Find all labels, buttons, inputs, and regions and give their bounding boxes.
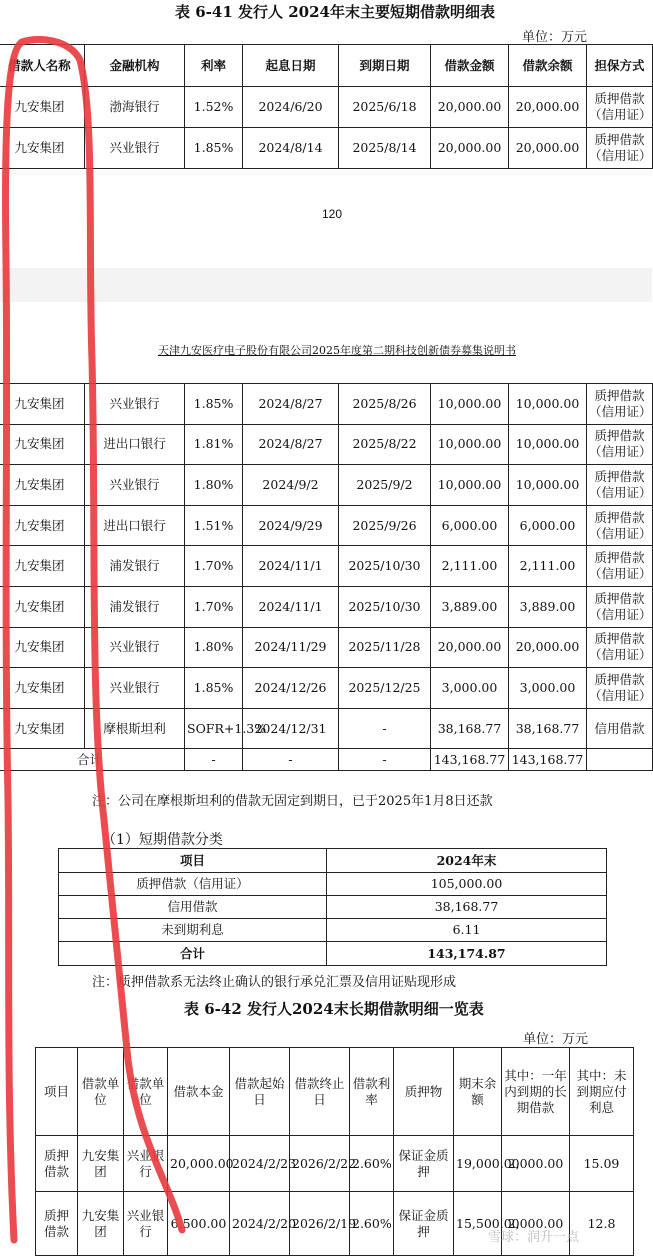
- table-row: [36, 1192, 634, 1256]
- cell: 6,500.00: [168, 1192, 230, 1256]
- cell: 信用借款: [59, 896, 327, 919]
- classification-table: [58, 848, 607, 966]
- cell: 2025/12/25: [339, 668, 431, 709]
- cell: 38,168.77: [509, 708, 587, 749]
- cell: 2.60%: [350, 1136, 394, 1192]
- header-cell: 项目: [59, 849, 327, 873]
- header-cell: 金融机构: [85, 45, 185, 87]
- cell: 兴业银行: [85, 128, 185, 169]
- cell: 1.85%: [185, 128, 243, 169]
- header-cell: 其中：未到期应付利息: [570, 1048, 634, 1136]
- cell: 3,889.00: [431, 586, 509, 627]
- cell: 3,000.00: [509, 668, 587, 709]
- cell: 1.85%: [185, 384, 243, 425]
- cell: 1.85%: [185, 668, 243, 709]
- cell: 质押借款（信用证）: [587, 87, 653, 128]
- cell: 19,000.00: [454, 1136, 502, 1192]
- cell: 2,000.00: [502, 1136, 570, 1192]
- table-row: [0, 87, 653, 128]
- cell: 20,000.00: [431, 87, 509, 128]
- table-row: [0, 586, 653, 627]
- cell: 2.60%: [350, 1192, 394, 1256]
- cell: 10,000.00: [509, 384, 587, 425]
- cell: 兴业银行: [124, 1192, 168, 1256]
- cell: 143,168.77: [431, 749, 509, 771]
- cell: 20,000.00: [431, 627, 509, 668]
- cell: 2,111.00: [509, 546, 587, 587]
- cell: 20,000.00: [509, 87, 587, 128]
- table-641-unit: 单位：万元: [522, 30, 588, 45]
- table-641-bottom: [0, 383, 653, 771]
- table-642-unit: 单位：万元: [523, 1032, 589, 1047]
- cell: 质押借款（信用证）: [587, 465, 653, 506]
- header-cell: 利率: [185, 45, 243, 87]
- cell: 九安集团: [0, 586, 85, 627]
- page-gap: [0, 170, 652, 176]
- cell: 38,168.77: [431, 708, 509, 749]
- cell: 10,000.00: [431, 465, 509, 506]
- cell: 2025/10/30: [339, 546, 431, 587]
- cell: [587, 749, 653, 771]
- cell: 2024/9/29: [243, 505, 339, 546]
- header-cell: 其中：一年内到期的长期借款: [502, 1048, 570, 1136]
- cell: 摩根斯坦利: [85, 708, 185, 749]
- table-641-title: 表 6-41 发行人 2024年末主要短期借款明细表: [175, 3, 495, 21]
- cell: 2025/8/22: [339, 424, 431, 465]
- cell: SOFR+1.3%: [185, 708, 243, 749]
- cell: -: [339, 708, 431, 749]
- cell: 1.80%: [185, 627, 243, 668]
- cell: 2025/9/2: [339, 465, 431, 506]
- cell: 兴业银行: [85, 668, 185, 709]
- header-cell: 借款起始日: [230, 1048, 290, 1136]
- cell: 质押借款（信用证）: [587, 586, 653, 627]
- watermark: 雪球：润升一点: [488, 1230, 580, 1245]
- cell: 6.11: [327, 919, 607, 942]
- cell: 2024/11/1: [243, 586, 339, 627]
- cell: 1.70%: [185, 586, 243, 627]
- cell: 质押借款（信用证）: [587, 668, 653, 709]
- header-cell: 期末余额: [454, 1048, 502, 1136]
- cell: 九安集团: [0, 708, 85, 749]
- cell: 信用借款: [587, 708, 653, 749]
- table-641-note: 注：公司在摩根斯坦利的借款无固定到期日，已于2025年1月8日还款: [92, 794, 493, 809]
- table-row: [0, 424, 653, 465]
- cell: 1.80%: [185, 465, 243, 506]
- header-cell: 起息日期: [243, 45, 339, 87]
- cell: 质押借款（信用证）: [59, 873, 327, 896]
- cell: 105,000.00: [327, 873, 607, 896]
- table-row: [0, 505, 653, 546]
- cell: 进出口银行: [85, 505, 185, 546]
- header-cell: 质押物: [394, 1048, 454, 1136]
- table-642-header-row: [36, 1048, 634, 1136]
- page-number: 120: [322, 207, 343, 221]
- cell: 20,000.00: [431, 128, 509, 169]
- table-total-row: [0, 749, 653, 771]
- cell: 九安集团: [0, 465, 85, 506]
- header-cell: 借款金额: [431, 45, 509, 87]
- cell: 2024/2/20: [230, 1192, 290, 1256]
- cell: 质押借款（信用证）: [587, 546, 653, 587]
- cell: 浦发银行: [85, 586, 185, 627]
- cell: 1.51%: [185, 505, 243, 546]
- cell: 12.8: [570, 1192, 634, 1256]
- cell: 质押借款: [36, 1192, 78, 1256]
- table-642: [35, 1047, 634, 1256]
- table-total-row: [59, 942, 607, 966]
- cell: 九安集团: [0, 505, 85, 546]
- cell: 2025/8/26: [339, 384, 431, 425]
- table-row: [0, 384, 653, 425]
- header-cell: 借款终止日: [290, 1048, 350, 1136]
- cell: 38,168.77: [327, 896, 607, 919]
- cell: 质押借款（信用证）: [587, 424, 653, 465]
- cell: 质押借款: [36, 1136, 78, 1192]
- cell: 6,000.00: [431, 505, 509, 546]
- cell: -: [339, 749, 431, 771]
- cell: 九安集团: [0, 384, 85, 425]
- header-cell: 到期日期: [339, 45, 431, 87]
- cell: 20,000.00: [509, 627, 587, 668]
- cell: 兴业银行: [85, 465, 185, 506]
- cell: 浦发银行: [85, 546, 185, 587]
- cell: 2024/8/27: [243, 384, 339, 425]
- table-row: [59, 873, 607, 896]
- table-row: [0, 708, 653, 749]
- cell: 2024/9/2: [243, 465, 339, 506]
- cell: 未到期利息: [59, 919, 327, 942]
- header-cell: 借款人名称: [0, 45, 85, 87]
- cell: 2026/2/19: [290, 1192, 350, 1256]
- cell: 保证金质押: [394, 1192, 454, 1256]
- header-cell: 借款利率: [350, 1048, 394, 1136]
- table-641-header-row: [0, 45, 653, 87]
- header-cell: 借款单位: [124, 1048, 168, 1136]
- cell: 九安集团: [0, 627, 85, 668]
- cell: 质押借款（信用证）: [587, 384, 653, 425]
- table-row: [0, 128, 653, 169]
- header-cell: 2024年末: [327, 849, 607, 873]
- cell: 2024/11/1: [243, 546, 339, 587]
- cell: 1.52%: [185, 87, 243, 128]
- cell: 2025/8/14: [339, 128, 431, 169]
- table-row: [0, 627, 653, 668]
- cell: 九安集团: [0, 546, 85, 587]
- cell: 渤海银行: [85, 87, 185, 128]
- cell: 九安集团: [78, 1136, 124, 1192]
- table-row: [0, 546, 653, 587]
- cell: 九安集团: [0, 128, 85, 169]
- cell: 2026/2/22: [290, 1136, 350, 1192]
- table-row: [59, 919, 607, 942]
- cell: 合计: [0, 749, 185, 771]
- cell: 质押借款（信用证）: [587, 627, 653, 668]
- cell: 2024/12/31: [243, 708, 339, 749]
- cell: 20,000.00: [168, 1136, 230, 1192]
- cell: 九安集团: [0, 87, 85, 128]
- cell: 143,168.77: [509, 749, 587, 771]
- cell: 15,500.00: [454, 1192, 502, 1256]
- cell: 兴业银行: [85, 627, 185, 668]
- cell: 20,000.00: [509, 128, 587, 169]
- table-642-title: 表 6-42 发行人2024末长期借款明细一览表: [184, 1000, 484, 1018]
- cell: 2024/2/23: [230, 1136, 290, 1192]
- cell: 进出口银行: [85, 424, 185, 465]
- cell: 2024/8/14: [243, 128, 339, 169]
- cell: 九安集团: [0, 668, 85, 709]
- cell: 1.70%: [185, 546, 243, 587]
- cell: 10,000.00: [509, 465, 587, 506]
- table-row: [0, 465, 653, 506]
- table-row: [0, 668, 653, 709]
- cell: 2024/11/29: [243, 627, 339, 668]
- page-gap: [0, 268, 652, 302]
- cell: 15.09: [570, 1136, 634, 1192]
- cell: 2025/10/30: [339, 586, 431, 627]
- cell: -: [185, 749, 243, 771]
- cell: 九安集团: [78, 1192, 124, 1256]
- document-header: 天津九安医疗电子股份有限公司2025年度第二期科技创新债券募集说明书: [158, 344, 516, 357]
- cell: 2025/9/26: [339, 505, 431, 546]
- header-cell: 借款本金: [168, 1048, 230, 1136]
- table-641-top: [0, 44, 653, 169]
- cell: 2,111.00: [431, 546, 509, 587]
- cell: 143,174.87: [327, 942, 607, 966]
- cell: 2024/12/26: [243, 668, 339, 709]
- table-row: [59, 896, 607, 919]
- cell: 1.81%: [185, 424, 243, 465]
- cell: 10,000.00: [509, 424, 587, 465]
- header-cell: 担保方式: [587, 45, 653, 87]
- cell: -: [243, 749, 339, 771]
- cell: 质押借款（信用证）: [587, 505, 653, 546]
- classification-heading: （1）短期借款分类: [102, 832, 223, 848]
- cell: 2025/11/28: [339, 627, 431, 668]
- cell: 兴业银行: [85, 384, 185, 425]
- cell: 2024/8/27: [243, 424, 339, 465]
- classification-note: 注：质押借款系无法终止确认的银行承兑汇票及信用证贴现形成: [92, 975, 457, 990]
- cell: 九安集团: [0, 424, 85, 465]
- cell: 10,000.00: [431, 384, 509, 425]
- header-cell: 借款余额: [509, 45, 587, 87]
- cell: 10,000.00: [431, 424, 509, 465]
- cell: 兴业银行: [124, 1136, 168, 1192]
- cell: 3,000.00: [431, 668, 509, 709]
- cell: 6,000.00: [509, 505, 587, 546]
- cell: 2,000.00: [502, 1192, 570, 1256]
- cell: 2024/6/20: [243, 87, 339, 128]
- cell: 2025/6/18: [339, 87, 431, 128]
- cell: 合计: [59, 942, 327, 966]
- header-cell: 项目: [36, 1048, 78, 1136]
- classification-header-row: [59, 849, 607, 873]
- header-cell: 借款单位: [78, 1048, 124, 1136]
- cell: 3,889.00: [509, 586, 587, 627]
- table-row: [36, 1136, 634, 1192]
- cell: 质押借款（信用证）: [587, 128, 653, 169]
- cell: 保证金质押: [394, 1136, 454, 1192]
